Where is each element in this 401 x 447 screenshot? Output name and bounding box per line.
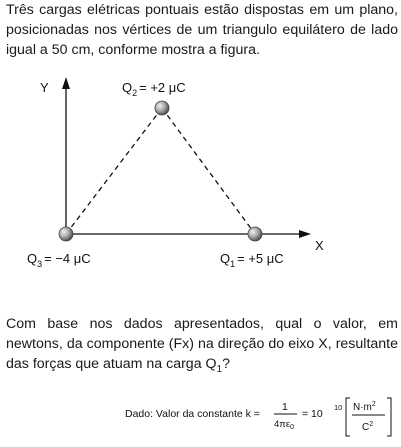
unit-denominator: $C^2$ (362, 421, 374, 433)
constant-exponent: 10 (334, 403, 343, 412)
charge-q2-label: $Q_2 = +2$ μC (122, 80, 186, 98)
constant-equals-power: = 10 (302, 408, 323, 420)
question-text: Com base nos dados apresentados, qual o valor, em newtons, da componente (Fx) na direção do eixo X, resultante das forças que atuam na carga Q (6, 316, 398, 372)
charge-q2-sphere (155, 101, 169, 115)
given-prefix: Dado: Valor da constante k = (125, 408, 260, 420)
x-axis-label: X (315, 238, 324, 253)
intro-paragraph: Três cargas elétricas pontuais estão dispostas em um plano, posicionadas nos vértices de um triangulo equilátero de lado igual a 50 cm, conforme mostra a figura. (6, 2, 398, 58)
fraction-denominator: $4\pi\varepsilon_0$ (274, 419, 294, 431)
charge-q3-sphere (59, 227, 73, 241)
charge-q1-label: $Q_1 = +5$ μC (220, 251, 284, 269)
triangle-side-q3-q2 (66, 108, 162, 234)
y-axis-label: Y (40, 80, 49, 95)
charge-q1-sphere (248, 227, 262, 241)
unit-numerator: $N\cdot m^2$ (353, 401, 376, 413)
question-subscript: 1 (216, 364, 223, 375)
fraction-numerator: 1 (282, 401, 288, 413)
x-axis-arrow (299, 230, 311, 238)
y-axis-arrow (62, 77, 70, 89)
unit-bracket-right (387, 398, 391, 436)
question-end: ? (222, 356, 231, 372)
question-paragraph (6, 314, 398, 374)
charge-q3-label: $Q_3 = -4$ μC (27, 251, 91, 269)
unit-bracket-left (346, 398, 350, 436)
given-constant-formula (125, 392, 395, 442)
triangle-side-q2-q1 (162, 108, 255, 234)
